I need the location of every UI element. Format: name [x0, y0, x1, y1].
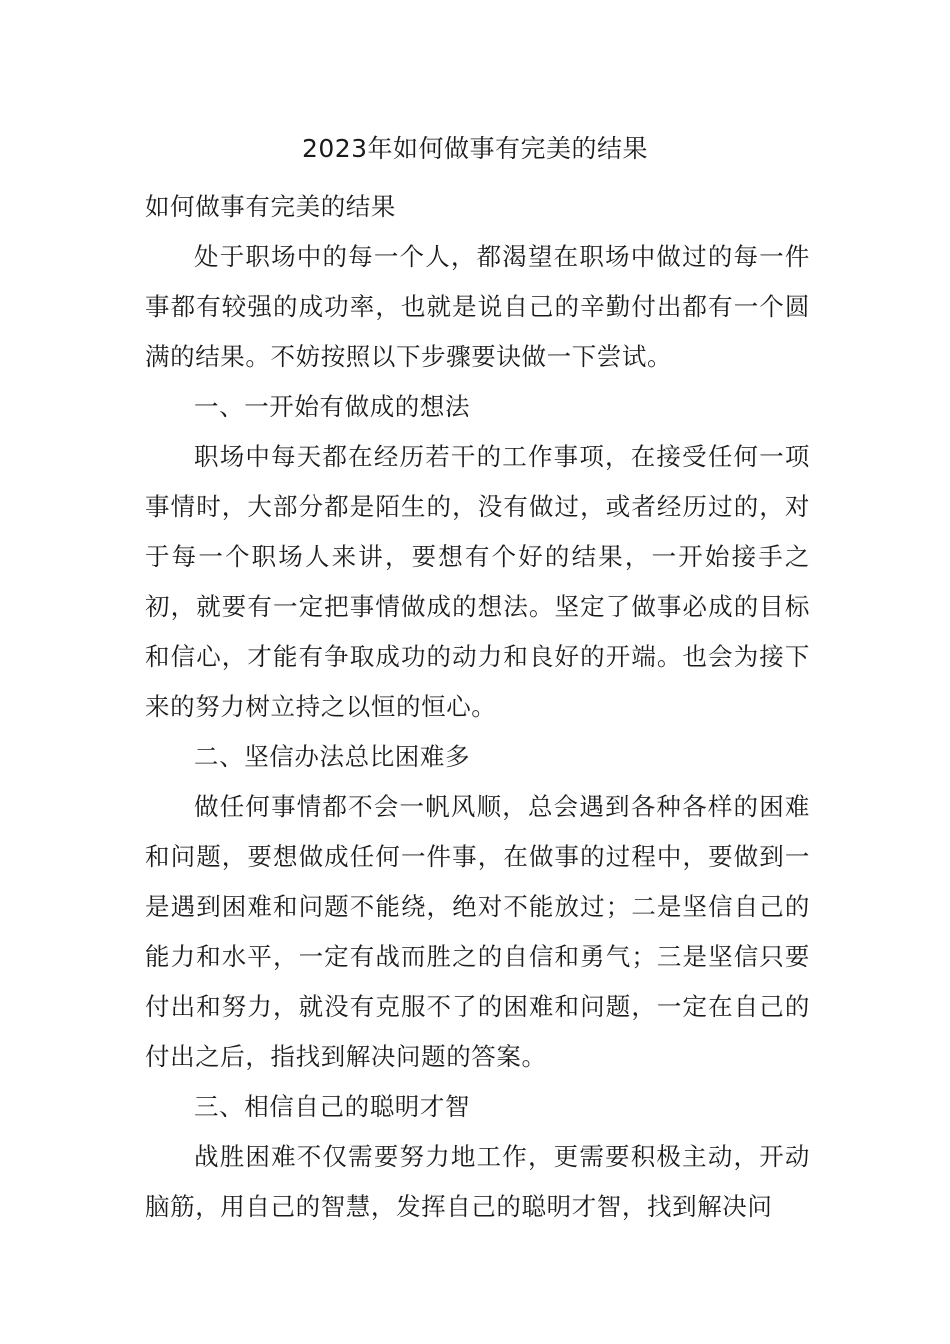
paragraph-intro: 处于职场中的每一个人，都渴望在职场中做过的每一件事都有较强的成功率，也就是说自己的辛勤付出都有一个圆满的结果。不妨按照以下步骤要诀做一下尝试。 — [145, 242, 810, 371]
section-heading-3: 三、相信自己的聪明才智 — [194, 1092, 471, 1121]
paragraph-section-1: 职场中每天都在经历若干的工作事项，在接受任何一项事情时，大部分都是陌生的，没有做过，或者经历过的，对于每一个职场人来讲，要想有个好的结果，一开始接手之初，就要有一定把事情做成的想法。坚定了做事必成的目标和信心，才能有争取成功的动力和良好的开端。也会为接下来的努力树立持之以恒的恒心。 — [145, 442, 810, 721]
document-subtitle: 如何做事有完美的结果 — [145, 192, 396, 221]
document-body — [145, 182, 810, 1232]
section-heading-1: 一、一开始有做成的想法 — [194, 392, 471, 421]
section-heading-2: 二、坚信办法总比困难多 — [194, 742, 471, 771]
document-title: 2023年如何做事有完美的结果 — [301, 134, 649, 163]
paragraph-section-2: 做任何事情都不会一帆风顺，总会遇到各种各样的困难和问题，要想做成任何一件事，在做事的过程中，要做到一是遇到困难和问题不能绕，绝对不能放过；二是坚信自己的能力和水平，一定有战而胜之的自信和勇气；三是坚信只要付出和努力，就没有克服不了的困难和问题，一定在自己的付出之后，指找到解决问题的答案。 — [145, 792, 810, 1071]
paragraph-section-3: 战胜困难不仅需要努力地工作，更需要积极主动，开动脑筋，用自己的智慧，发挥自己的聪明才智，找到解决问 — [145, 1142, 810, 1221]
